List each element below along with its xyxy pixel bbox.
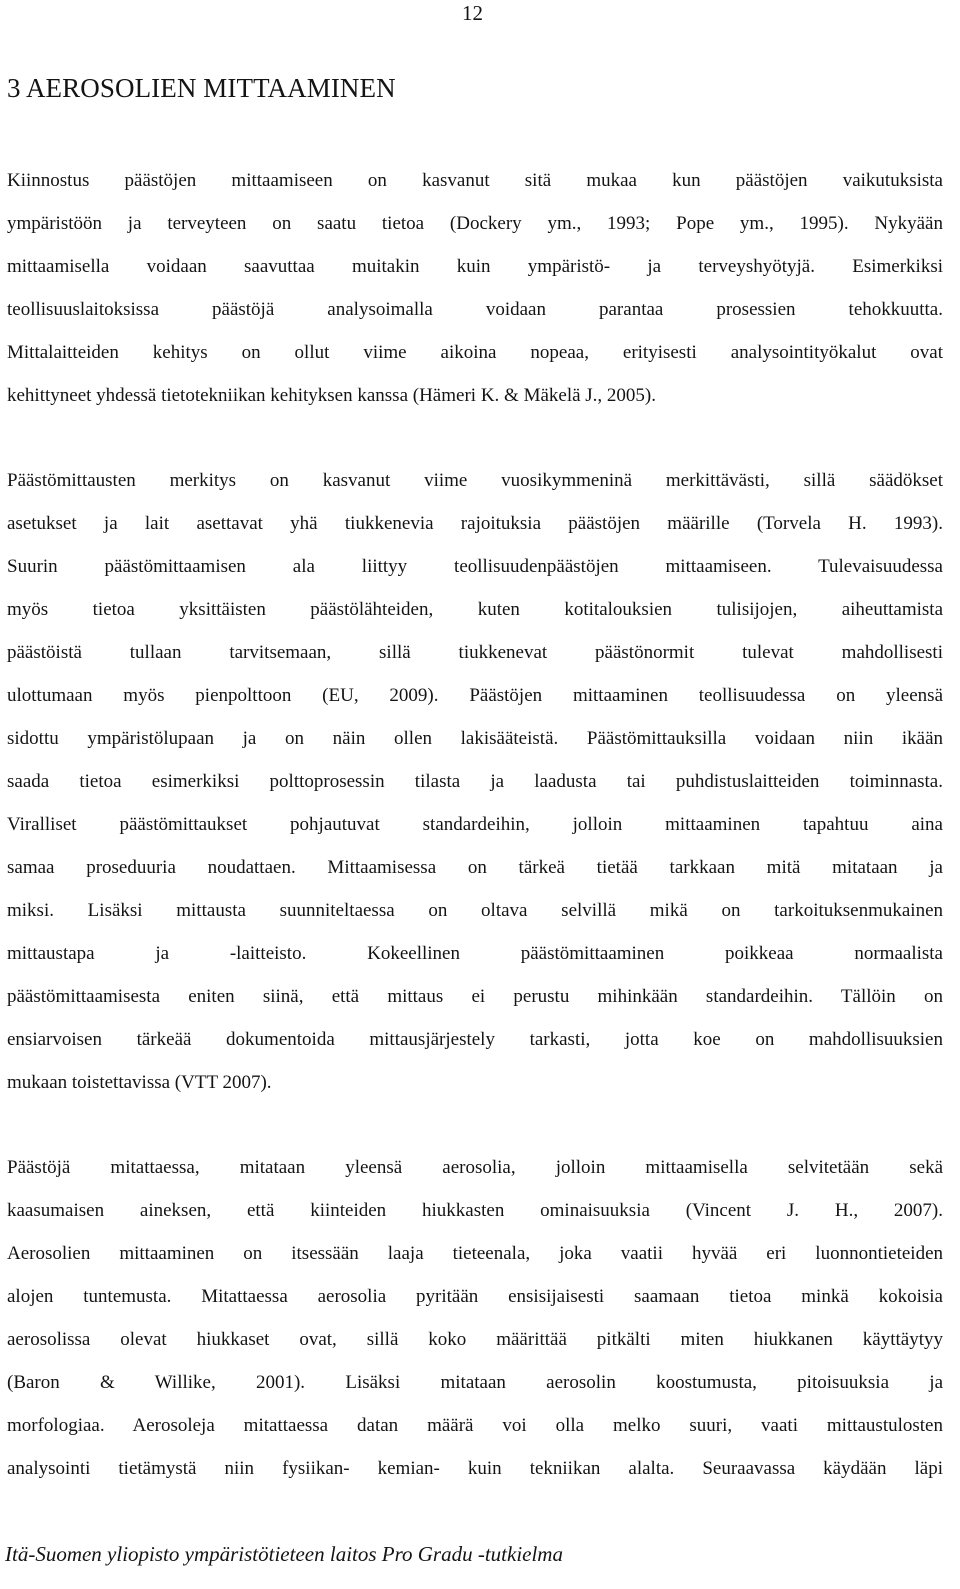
paragraph-line: Päästömittausten merkitys on kasvanut viime vuosikymmeninä merkittävästi, sillä säädökset bbox=[7, 470, 943, 491]
paragraph-line: analysointi tietämystä niin fysiikan- kemian- kuin tekniikan alalta. Seuraavassa käydään läpi bbox=[7, 1458, 943, 1479]
paragraph-line: ensiarvoisen tärkeää dokumentoida mittausjärjestely tarkasti, jotta koe on mahdollisuuksien bbox=[7, 1029, 943, 1050]
paragraph-line: mittaustapa ja -laitteisto. Kokeellinen päästömittaaminen poikkeaa normaalista bbox=[7, 943, 943, 964]
paragraph-line: saada tietoa esimerkiksi polttoprosessin tilasta ja laadusta tai puhdistuslaitteiden toiminnasta. bbox=[7, 771, 943, 792]
paragraph-line: ympäristöön ja terveyteen on saatu tietoa (Dockery ym., 1993; Pope ym., 1995). Nykyään bbox=[7, 213, 943, 234]
paragraph-line: päästöistä tullaan tarvitsemaan, sillä tiukkenevat päästönormit tulevat mahdollisesti bbox=[7, 642, 943, 663]
paragraph-line: myös tietoa yksittäisten päästölähteiden, kuten kotitalouksien tulisijojen, aiheuttamista bbox=[7, 599, 943, 620]
paragraph-line: aerosolissa olevat hiukkaset ovat, sillä koko määrittää pitkälti miten hiukkanen käyttäytyy bbox=[7, 1329, 943, 1350]
page-footer: Itä-Suomen yliopisto ympäristötieteen laitos Pro Gradu -tutkielma bbox=[5, 1542, 563, 1566]
paragraph-line: ulottumaan myös pienpolttoon (EU, 2009). Päästöjen mittaaminen teollisuudessa on yleensä bbox=[7, 685, 943, 706]
paragraph-line: Viralliset päästömittaukset pohjautuvat standardeihin, jolloin mittaaminen tapahtuu aina bbox=[7, 814, 943, 835]
paragraph-line: kaasumaisen aineksen, että kiinteiden hiukkasten ominaisuuksia (Vincent J. H., 2007). bbox=[7, 1200, 943, 1221]
paragraph bbox=[7, 1146, 943, 1490]
paragraph-line: miksi. Lisäksi mittausta suunniteltaessa on oltava selvillä mikä on tarkoituksenmukainen bbox=[7, 900, 943, 921]
paragraph-line: (Baron & Willike, 2001). Lisäksi mitataan aerosolin koostumusta, pitoisuuksia ja bbox=[7, 1372, 943, 1393]
paragraph-line: Mittalaitteiden kehitys on ollut viime aikoina nopeaa, erityisesti analysointityökalut ovat bbox=[7, 342, 943, 363]
paragraph-line: Kiinnostus päästöjen mittaamiseen on kasvanut sitä mukaa kun päästöjen vaikutuksista bbox=[7, 170, 943, 191]
paragraph-line: Suurin päästömittaamisen ala liittyy teollisuudenpäästöjen mittaamiseen. Tulevaisuudessa bbox=[7, 556, 943, 577]
paragraph-line: kehittyneet yhdessä tietotekniikan kehityksen kanssa (Hämeri K. & Mäkelä J., 2005). bbox=[7, 385, 657, 406]
paragraph bbox=[7, 159, 943, 417]
paragraph-line: päästömittaamisesta eniten siinä, että mittaus ei perustu mihinkään standardeihin. Tällöin on bbox=[7, 986, 943, 1007]
chapter-title: 3 AEROSOLIEN MITTAAMINEN bbox=[7, 73, 396, 103]
page-number: 12 bbox=[462, 1, 483, 25]
paragraph-line: mukaan toistettavissa (VTT 2007). bbox=[7, 1072, 272, 1093]
paragraph bbox=[7, 459, 943, 1104]
paragraph-line: sidottu ympäristölupaan ja on näin ollen lakisääteistä. Päästömittauksilla voidaan niin ikään bbox=[7, 728, 943, 749]
paragraph-line: Aerosolien mittaaminen on itsessään laaja tieteenala, joka vaatii hyvää eri luonnontieteiden bbox=[7, 1243, 943, 1264]
paragraph-line: morfologiaa. Aerosoleja mitattaessa datan määrä voi olla melko suuri, vaati mittaustulosten bbox=[7, 1415, 943, 1436]
paragraph-line: mittaamisella voidaan saavuttaa muitakin kuin ympäristö- ja terveyshyötyjä. Esimerkiksi bbox=[7, 256, 943, 277]
paragraph-line: teollisuuslaitoksissa päästöjä analysoimalla voidaan parantaa prosessien tehokkuutta. bbox=[7, 299, 943, 320]
paragraph-line: alojen tuntemusta. Mitattaessa aerosolia pyritään ensisijaisesti saamaan tietoa minkä kokoisia bbox=[7, 1286, 943, 1307]
paragraph-line: samaa proseduuria noudattaen. Mittaamisessa on tärkeä tietää tarkkaan mitä mitataan ja bbox=[7, 857, 943, 878]
paragraph-line: Päästöjä mitattaessa, mitataan yleensä aerosolia, jolloin mittaamisella selvitetään sekä bbox=[7, 1157, 943, 1178]
paragraph-line: asetukset ja lait asettavat yhä tiukkenevia rajoituksia päästöjen määrille (Torvela H. 1993). bbox=[7, 513, 943, 534]
